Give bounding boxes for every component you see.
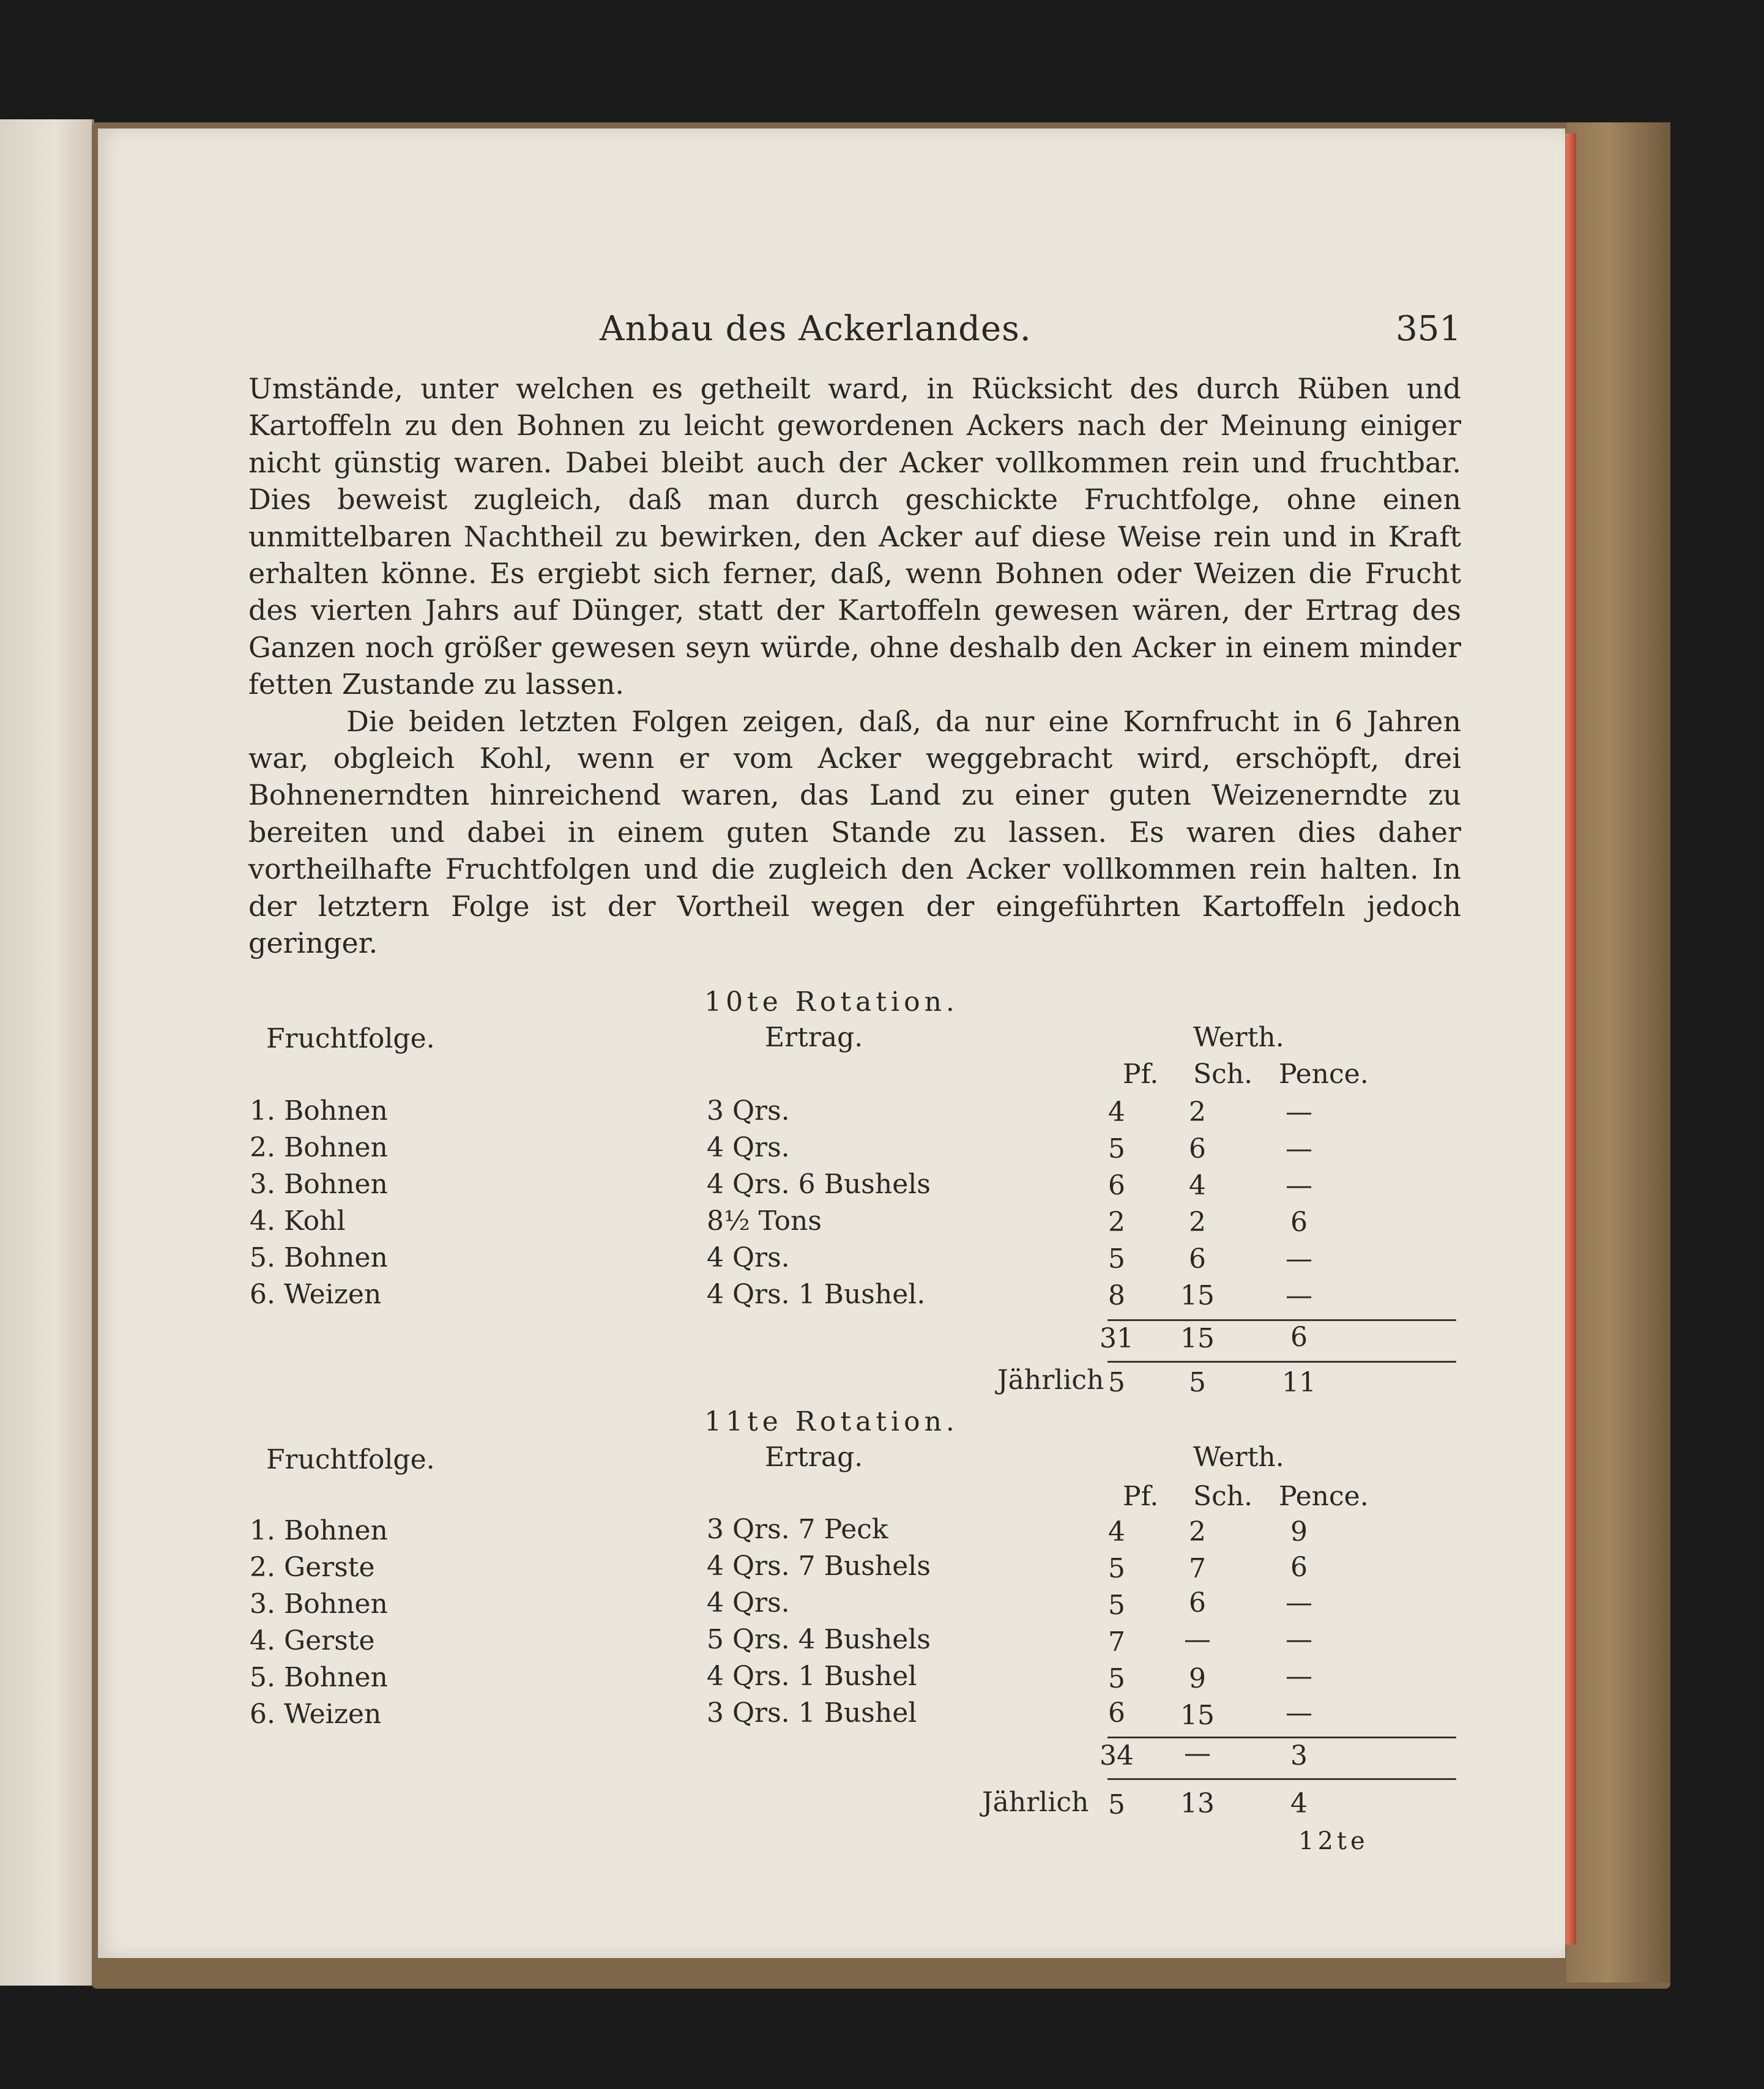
crop-cell: 1. Bohnen (250, 1515, 388, 1546)
sch-cell: 15 (1180, 1280, 1215, 1311)
unit-sch: Sch. (1193, 1481, 1253, 1512)
yield-cell: 4 Qrs. 1 Bushel (707, 1661, 917, 1692)
unit-pf: Pf. (1123, 1481, 1159, 1512)
crop-cell: 2. Gerste (250, 1552, 375, 1583)
pf-cell: 4 (1108, 1516, 1125, 1547)
yield-cell: 8½ Tons (707, 1205, 822, 1237)
crop-cell: 5. Bohnen (250, 1242, 388, 1273)
yearly-label: Jährlich (997, 1365, 1104, 1396)
pence-cell: — (1286, 1697, 1312, 1729)
pence-cell: — (1286, 1624, 1312, 1655)
yearly-pf: 5 (1108, 1367, 1125, 1398)
yield-cell: 4 Qrs. 1 Bushel. (707, 1279, 926, 1310)
pf-cell: 5 (1108, 1133, 1125, 1164)
pf-cell: 2 (1108, 1207, 1125, 1238)
catchword: 12te (1298, 1827, 1369, 1855)
yield-cell: 3 Qrs. 1 Bushel (707, 1697, 917, 1729)
yield-cell: 4 Qrs. 6 Bushels (707, 1169, 931, 1200)
total-pf: 34 (1100, 1740, 1134, 1771)
pence-cell: 6 (1290, 1207, 1308, 1238)
pf-cell: 6 (1108, 1697, 1125, 1729)
sch-cell: 9 (1189, 1663, 1206, 1694)
column-header-crop: Fruchtfolge. (266, 1444, 435, 1475)
pence-cell: — (1286, 1587, 1312, 1618)
facing-page-edge (0, 119, 94, 1986)
total-pence: 6 (1290, 1322, 1308, 1353)
sch-cell: — (1184, 1624, 1211, 1655)
running-header (98, 309, 1565, 364)
pf-cell: 4 (1108, 1097, 1125, 1128)
sch-cell: 6 (1189, 1133, 1206, 1164)
total-pence: 3 (1290, 1740, 1308, 1771)
sum-rule (1107, 1737, 1456, 1738)
pence-cell: — (1286, 1170, 1312, 1201)
body-text (248, 370, 1461, 962)
book-page (98, 128, 1565, 1958)
column-header-yield: Ertrag. (765, 1022, 863, 1053)
column-header-yield: Ertrag. (765, 1442, 863, 1473)
yearly-pence: 11 (1282, 1367, 1316, 1398)
total-rule (1107, 1361, 1456, 1363)
page-number: 351 (1396, 309, 1461, 349)
crop-cell: 4. Gerste (250, 1625, 375, 1656)
pf-cell: 7 (1108, 1626, 1125, 1658)
yearly-label: Jährlich (982, 1787, 1089, 1818)
crop-cell: 2. Bohnen (250, 1132, 388, 1163)
sch-cell: 7 (1189, 1553, 1206, 1584)
yield-cell: 4 Qrs. (707, 1132, 790, 1163)
pf-cell: 5 (1108, 1590, 1125, 1621)
pf-cell: 5 (1108, 1243, 1125, 1275)
yearly-pf: 5 (1108, 1789, 1125, 1820)
sum-rule (1107, 1319, 1456, 1321)
pence-cell: — (1286, 1243, 1312, 1275)
rotation-title: 10te Rotation. (704, 986, 959, 1018)
column-header-value: Werth. (1193, 1022, 1284, 1053)
yearly-sch: 5 (1189, 1367, 1206, 1398)
total-pf: 31 (1100, 1323, 1134, 1354)
yearly-sch: 13 (1180, 1788, 1215, 1819)
pf-cell: 5 (1108, 1663, 1125, 1694)
sch-cell: 4 (1189, 1170, 1206, 1201)
pence-cell: — (1286, 1133, 1312, 1164)
total-sch: — (1184, 1738, 1211, 1769)
unit-pence: Pence. (1279, 1481, 1369, 1512)
sch-cell: 2 (1189, 1097, 1206, 1128)
unit-pf: Pf. (1123, 1059, 1159, 1090)
sch-cell: 6 (1189, 1243, 1206, 1275)
crop-cell: 4. Kohl (250, 1205, 346, 1237)
yield-cell: 4 Qrs. 7 Bushels (707, 1551, 931, 1582)
crop-cell: 3. Bohnen (250, 1588, 388, 1620)
pf-cell: 8 (1108, 1280, 1125, 1311)
crop-cell: 6. Weizen (250, 1699, 382, 1730)
sch-cell: 2 (1189, 1516, 1206, 1547)
pf-cell: 5 (1108, 1553, 1125, 1584)
crop-cell: 6. Weizen (250, 1279, 382, 1310)
sch-cell: 2 (1189, 1207, 1206, 1238)
yield-cell: 5 Qrs. 4 Bushels (707, 1624, 931, 1655)
total-sch: 15 (1180, 1323, 1215, 1354)
crop-cell: 3. Bohnen (250, 1169, 388, 1200)
column-header-crop: Fruchtfolge. (266, 1023, 435, 1054)
yield-cell: 3 Qrs. 7 Peck (707, 1514, 888, 1545)
crop-cell: 1. Bohnen (250, 1095, 388, 1126)
yield-cell: 3 Qrs. (707, 1095, 790, 1126)
sch-cell: 15 (1180, 1700, 1215, 1731)
paragraph: Die beiden letzten Folgen zeigen, daß, da nur eine Kornfrucht in 6 Jahren war, obgleich Kohl, wenn er vom Acker weggebracht wird, erschöpft, drei Bohnenerndten hinreichend waren, das Land zu einer guten Weizenerndte zu bereiten und dabei in einem guten Stande zu lassen. Es waren dies daher vortheilhafte Fruchtfolgen und die zugleich den Acker vollkommen rein halten. In der letztern Folge ist der Vortheil wegen der eingeführten Kartoffeln jedoch geringer. (248, 704, 1461, 960)
pf-cell: 6 (1108, 1170, 1125, 1201)
crop-cell: 5. Bohnen (250, 1662, 388, 1693)
column-header-value: Werth. (1193, 1442, 1284, 1473)
pence-cell: — (1286, 1280, 1312, 1311)
book-cover-edge (1566, 122, 1670, 1983)
rotation-title: 11te Rotation. (704, 1406, 959, 1437)
pence-cell: 9 (1290, 1516, 1308, 1547)
paragraph: Umstände, unter welchen es getheilt ward, in Rücksicht des durch Rüben und Kartoffeln zu den Bohnen zu leicht gewordenen Ackers nach der Meinung einiger nicht günstig waren. Dabei bleibt auch der Acker vollkommen rein und fruchtbar. Dies beweist zugleich, daß man durch geschickte Fruchtfolge, ohne einen unmittelbaren Nachtheil zu bewirken, den Acker auf diese Weise rein und in Kraft erhalten könne. Es ergiebt sich ferner, daß, wenn Bohnen oder Weizen die Frucht des vierten Jahrs auf Dünger, statt der Kartoffeln gewesen wären, der Ertrag des Ganzen noch größer gewesen seyn würde, ohne deshalb den Acker in einem minder fetten Zustande zu lassen. (248, 372, 1461, 701)
yearly-pence: 4 (1290, 1788, 1308, 1819)
yield-cell: 4 Qrs. (707, 1242, 790, 1273)
unit-sch: Sch. (1193, 1059, 1253, 1090)
running-title: Anbau des Ackerlandes. (600, 309, 1032, 349)
pence-cell: — (1286, 1661, 1312, 1692)
unit-pence: Pence. (1279, 1059, 1369, 1090)
yield-cell: 4 Qrs. (707, 1587, 790, 1618)
sch-cell: 6 (1189, 1587, 1206, 1618)
pence-cell: — (1286, 1097, 1312, 1128)
pence-cell: 6 (1290, 1552, 1308, 1583)
total-rule (1107, 1778, 1456, 1780)
